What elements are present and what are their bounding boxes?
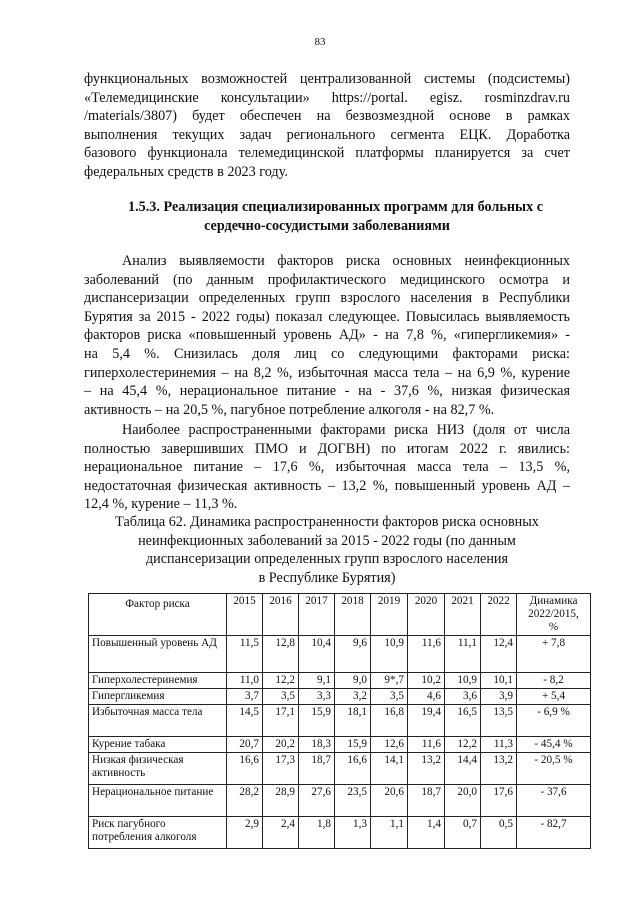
- cell-value: 10,4: [299, 636, 335, 673]
- risk-factors-table: [88, 593, 591, 849]
- cell-dynamics: - 8,2: [517, 673, 591, 689]
- cell-value: 2,9: [227, 817, 263, 849]
- cell-value: 20,0: [445, 785, 481, 817]
- cell-factor: Избыточная масса тела: [89, 705, 227, 737]
- cell-value: 9,0: [335, 673, 371, 689]
- cell-value: 19,4: [408, 705, 445, 737]
- cell-value: 27,6: [299, 785, 335, 817]
- cell-value: 11,1: [445, 636, 481, 673]
- cell-value: 11,3: [481, 737, 517, 753]
- table-row: [89, 753, 591, 785]
- cell-value: 9,1: [299, 673, 335, 689]
- table-body: [89, 636, 591, 849]
- cell-value: 16,6: [335, 753, 371, 785]
- cell-factor: Гиперхолестеринемия: [89, 673, 227, 689]
- table-caption: [84, 513, 570, 587]
- cell-factor: Низкая физическая активность: [89, 753, 227, 785]
- cell-value: 28,2: [227, 785, 263, 817]
- text-line: федеральных средств в 2023 году.: [84, 163, 288, 180]
- header-dynamics-line: 2022/2015,: [528, 608, 579, 620]
- cell-value: 13,2: [481, 753, 517, 785]
- page-number: 83: [314, 36, 326, 48]
- caption-line: неинфекционных заболеваний за 2015 - 2022 годы (по данным: [138, 532, 516, 549]
- cell-value: 3,5: [371, 689, 408, 705]
- cell-value: 20,6: [371, 785, 408, 817]
- text-line: нерациональное питание – 17,6 %, избыточная масса тела – 13,5 %,: [84, 459, 570, 476]
- caption-line: в Республике Бурятия): [258, 569, 396, 586]
- cell-value: 12,2: [263, 673, 299, 689]
- cell-value: 2,4: [263, 817, 299, 849]
- cell-value: 10,2: [408, 673, 445, 689]
- table-row: [89, 705, 591, 737]
- cell-factor: Риск пагубного потребления алкоголя: [89, 817, 227, 849]
- cell-value: 9*,7: [371, 673, 408, 689]
- text-line: активность – на 20,5 %, пагубное потребление алкоголя - на 82,7 %.: [84, 401, 495, 418]
- cell-dynamics: + 5,4: [517, 689, 591, 705]
- text-line: заболеваний (по данным профилактического медицинского осмотра и: [84, 271, 570, 288]
- text-line: Наиболее распространенными факторами риска НИЗ (доля от числа: [122, 422, 570, 438]
- cell-value: 12,2: [445, 737, 481, 753]
- cell-value: 20,7: [227, 737, 263, 753]
- text-line: выполнения текущих задач регионального сегмента ЕЦК. Доработка: [84, 126, 570, 143]
- cell-value: 12,6: [371, 737, 408, 753]
- cell-value: 28,9: [263, 785, 299, 817]
- cell-value: 13,5: [481, 705, 517, 737]
- cell-value: 3,5: [263, 689, 299, 705]
- cell-value: 16,6: [227, 753, 263, 785]
- cell-value: 18,1: [335, 705, 371, 737]
- cell-value: 17,6: [481, 785, 517, 817]
- header-year: 2022: [481, 594, 517, 636]
- cell-value: 16,5: [445, 705, 481, 737]
- text-line: недостаточная физическая активность – 13,2 %, повышенный уровень АД –: [84, 477, 570, 494]
- header-dynamics-line: %: [548, 621, 559, 633]
- cell-value: 12,8: [263, 636, 299, 673]
- section-heading-line: сердечно-сосудистыми заболеваниями: [204, 217, 450, 234]
- cell-dynamics: + 7,8: [517, 636, 591, 673]
- text-line: гиперхолестеринемия – на 8,2 %, избыточная масса тела – на 6,9 %, курение: [84, 364, 570, 381]
- cell-value: 18,7: [299, 753, 335, 785]
- text-line: Анализ выявляемости факторов риска основных неинфекционных: [122, 253, 570, 269]
- cell-value: 3,3: [299, 689, 335, 705]
- cell-value: 3,6: [445, 689, 481, 705]
- cell-value: 11,6: [408, 636, 445, 673]
- cell-value: 3,2: [335, 689, 371, 705]
- cell-factor: Курение табака: [89, 737, 227, 753]
- header-year: 2017: [299, 594, 335, 636]
- cell-value: 10,1: [481, 673, 517, 689]
- cell-value: 15,9: [299, 705, 335, 737]
- text-line: функциональных возможностей централизованной системы (подсистемы): [84, 71, 570, 87]
- cell-value: 11,0: [227, 673, 263, 689]
- caption-line: диспансеризации определенных групп взрослого населения: [145, 551, 509, 568]
- header-year: 2021: [445, 594, 481, 636]
- cell-dynamics: - 20,5 %: [517, 753, 591, 785]
- cell-value: 0,5: [481, 817, 517, 849]
- header-year: 2020: [408, 594, 445, 636]
- cell-value: 14,5: [227, 705, 263, 737]
- header-year: 2016: [263, 594, 299, 636]
- header-year: 2015: [227, 594, 263, 636]
- table-row: [89, 689, 591, 705]
- table-header-row: [89, 594, 591, 636]
- cell-value: 18,3: [299, 737, 335, 753]
- common-factors-paragraph: [84, 421, 570, 514]
- cell-value: 1,1: [371, 817, 408, 849]
- cell-value: 3,9: [481, 689, 517, 705]
- analysis-paragraph: [84, 252, 570, 419]
- cell-value: 17,3: [263, 753, 299, 785]
- cell-factor: Гипергликемия: [89, 689, 227, 705]
- cell-factor: Повышенный уровень АД: [89, 636, 227, 673]
- cell-value: 17,1: [263, 705, 299, 737]
- text-line: 12,4 %, курение – 11,3 %.: [84, 496, 238, 513]
- caption-line: Таблица 62. Динамика распространенности факторов риска основных: [115, 514, 539, 530]
- cell-dynamics: - 37,6: [517, 785, 591, 817]
- cell-value: 9,6: [335, 636, 371, 673]
- text-line: /materials/3807) будет обеспечен на безвозмездной основе в рамках: [84, 108, 570, 125]
- cell-value: 12,4: [481, 636, 517, 673]
- cell-factor: Нерациональное питание: [89, 785, 227, 817]
- cell-value: 16,8: [371, 705, 408, 737]
- cell-dynamics: - 45,4 %: [517, 737, 591, 753]
- text-line: полностью завершивших ПМО и ДОГВН) по итогам 2022 г. явились:: [84, 440, 570, 457]
- text-line: базового функционала телемедицинской платформы планируется за счет: [84, 145, 570, 162]
- cell-value: 1,3: [335, 817, 371, 849]
- cell-value: 1,8: [299, 817, 335, 849]
- cell-value: 0,7: [445, 817, 481, 849]
- text-line: на 5,4 %. Снизилась доля лиц со следующими факторами риска:: [84, 345, 570, 362]
- cell-dynamics: - 6,9 %: [517, 705, 591, 737]
- table-row: [89, 636, 591, 673]
- intro-paragraph: [84, 70, 570, 182]
- text-line: «Телемедицинские консультации» https://portal. egisz. rosminzdrav.ru: [84, 89, 570, 106]
- cell-value: 23,5: [335, 785, 371, 817]
- header-dynamics-line: Динамика: [529, 595, 578, 607]
- header-factor: Фактор риска: [89, 594, 227, 636]
- header-dynamics: [517, 594, 591, 636]
- cell-value: 3,7: [227, 689, 263, 705]
- cell-value: 15,9: [335, 737, 371, 753]
- cell-value: 18,7: [408, 785, 445, 817]
- cell-value: 10,9: [445, 673, 481, 689]
- cell-value: 10,9: [371, 636, 408, 673]
- header-year: 2018: [335, 594, 371, 636]
- cell-value: 11,6: [408, 737, 445, 753]
- cell-value: 14,4: [445, 753, 481, 785]
- text-line: – на 45,4 %, нерациональное питание - на - 37,6 %, низкая физическая: [84, 383, 570, 400]
- section-heading: [84, 198, 570, 235]
- cell-value: 20,2: [263, 737, 299, 753]
- table-row: [89, 817, 591, 849]
- table-row: [89, 785, 591, 817]
- text-line: диспансеризации определенных групп взрослого населения в Республики: [84, 290, 570, 307]
- cell-value: 13,2: [408, 753, 445, 785]
- section-heading-line: 1.5.3. Реализация специализированных программ для больных с: [128, 199, 544, 215]
- header-year: 2019: [371, 594, 408, 636]
- table-row: [89, 737, 591, 753]
- cell-value: 11,5: [227, 636, 263, 673]
- table-row: [89, 673, 591, 689]
- text-line: Бурятия за 2015 - 2022 годы) показал следующее. Повысилась выявляемость: [84, 308, 570, 325]
- cell-value: 4,6: [408, 689, 445, 705]
- cell-value: 14,1: [371, 753, 408, 785]
- cell-value: 1,4: [408, 817, 445, 849]
- text-line: факторов риска «повышенный уровень АД» - на 7,8 %, «гипергликемия» -: [84, 327, 570, 344]
- cell-dynamics: - 82,7: [517, 817, 591, 849]
